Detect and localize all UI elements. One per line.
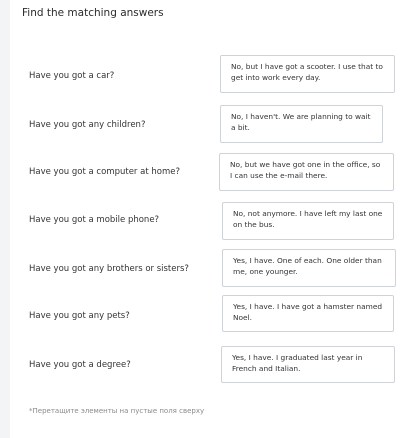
answer-card-graduated[interactable]: Yes, I have. I graduated last year in French and Italian.: [221, 346, 395, 383]
question-pets: Have you got any pets?: [29, 311, 130, 321]
answer-card-hamster[interactable]: Yes, I have. I have got a hamster named Noel.: [222, 295, 394, 332]
answer-card-office[interactable]: No, but we have got one in the office, so I can use the e-mail there.: [219, 153, 394, 191]
question-siblings: Have you got any brothers or sisters?: [29, 264, 189, 274]
question-mobile-phone: Have you got a mobile phone?: [29, 215, 160, 225]
question-degree: Have you got a degree?: [29, 360, 131, 370]
answer-card-scooter[interactable]: No, but I have got a scooter. I use that to get into work every day.: [220, 55, 395, 93]
exercise-title: Find the matching answers: [22, 7, 164, 19]
answer-card-bus[interactable]: No, not anymore. I have left my last one on the bus.: [222, 202, 394, 240]
question-car: Have you got a car?: [29, 71, 115, 81]
drag-hint: *Перетащите элементы на пустые поля сверху: [29, 407, 205, 415]
question-computer: Have you got a computer at home?: [29, 167, 180, 177]
answer-card-planning[interactable]: No, I haven't. We are planning to wait a bit.: [220, 105, 383, 143]
question-children: Have you got any children?: [29, 120, 146, 130]
answer-card-siblings[interactable]: Yes, I have. One of each. One older than me, one younger.: [222, 249, 396, 287]
